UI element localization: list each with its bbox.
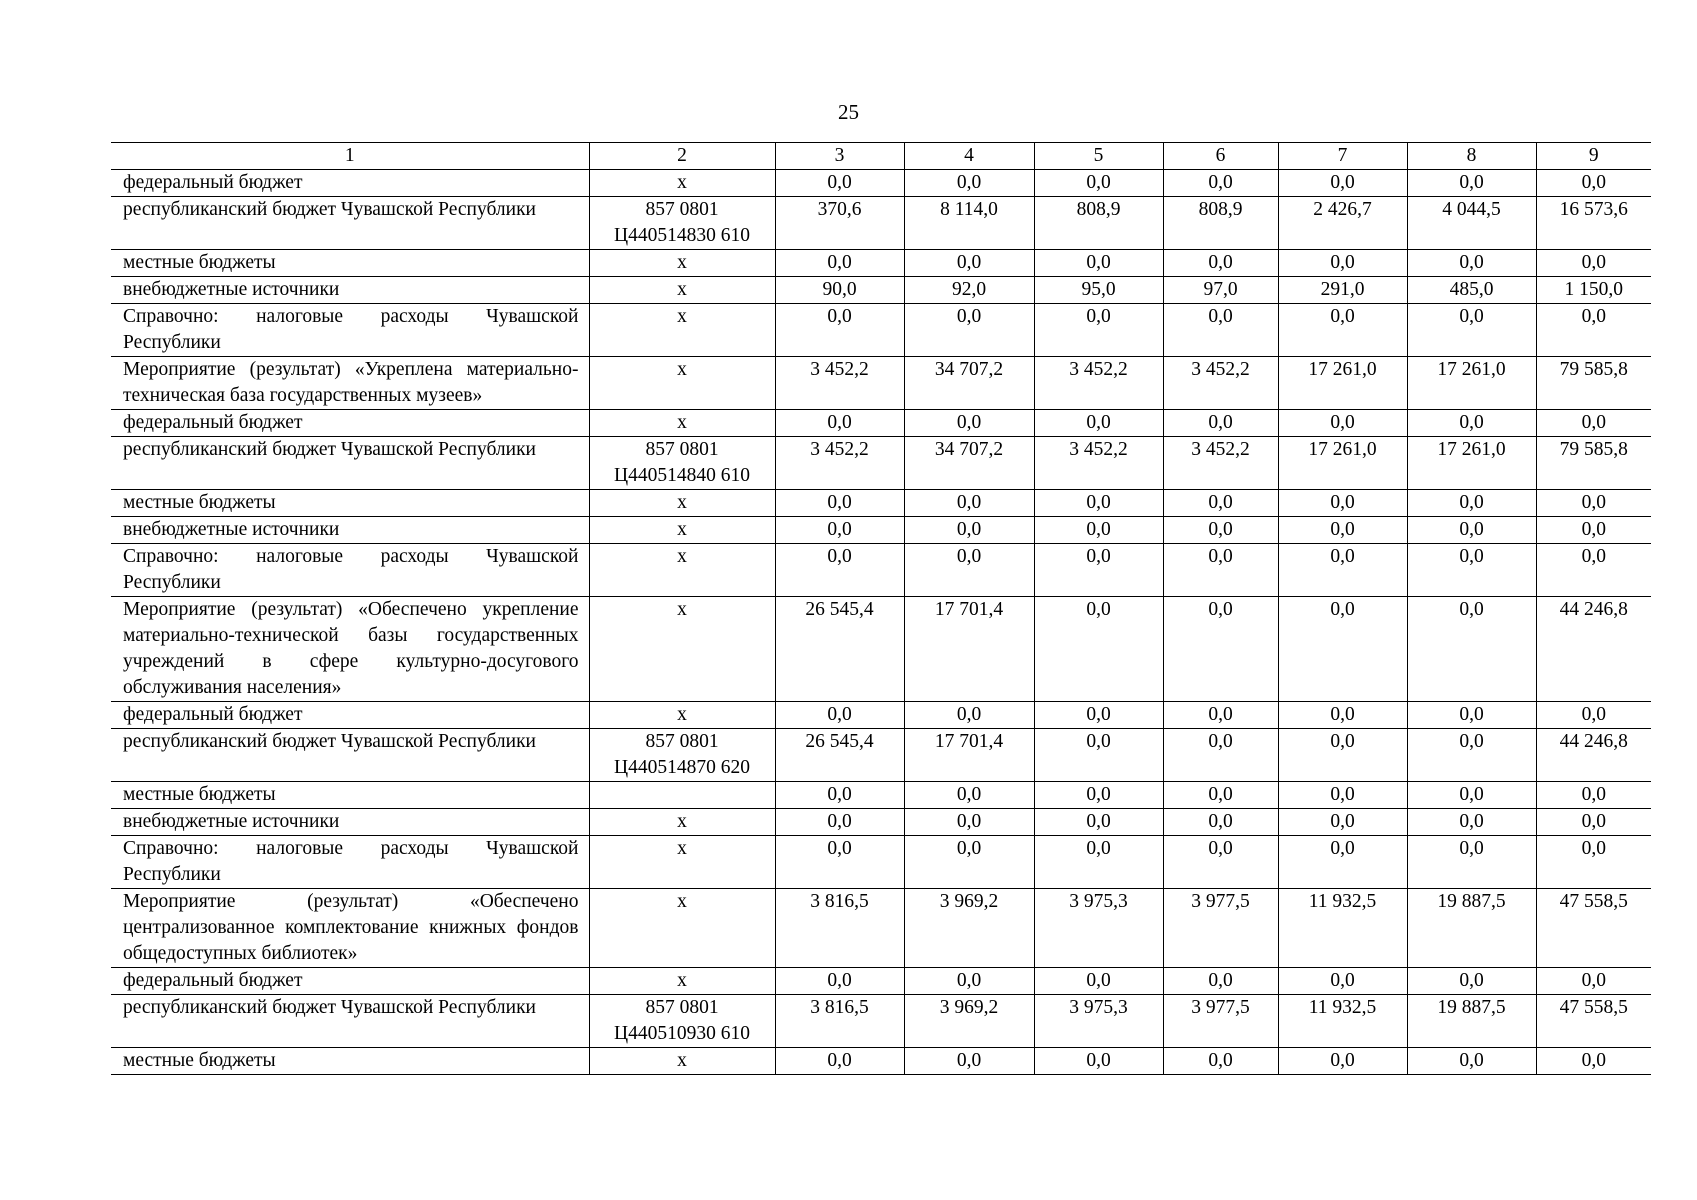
value-cell: 0,0 xyxy=(1536,250,1651,277)
value-cell: 0,0 xyxy=(1034,170,1163,197)
budget-code: 857 0801 Ц440514870 620 xyxy=(589,729,775,782)
value-cell: 0,0 xyxy=(1536,836,1651,889)
table-row xyxy=(111,277,1651,304)
column-header: 6 xyxy=(1163,143,1278,170)
row-label: федеральный бюджет xyxy=(111,702,589,729)
budget-code: х xyxy=(589,357,775,410)
value-cell: 0,0 xyxy=(1278,250,1407,277)
value-cell: 0,0 xyxy=(1536,304,1651,357)
value-cell: 0,0 xyxy=(1034,836,1163,889)
value-cell: 0,0 xyxy=(1536,702,1651,729)
value-cell: 34 707,2 xyxy=(904,437,1034,490)
value-cell: 0,0 xyxy=(1536,517,1651,544)
table-row xyxy=(111,170,1651,197)
budget-code: 857 0801 Ц440514840 610 xyxy=(589,437,775,490)
value-cell: 0,0 xyxy=(1163,968,1278,995)
budget-code: х xyxy=(589,277,775,304)
value-cell: 17 701,4 xyxy=(904,597,1034,702)
value-cell: 0,0 xyxy=(1278,782,1407,809)
value-cell: 17 261,0 xyxy=(1278,437,1407,490)
value-cell: 0,0 xyxy=(904,170,1034,197)
value-cell: 0,0 xyxy=(1163,782,1278,809)
value-cell: 3 816,5 xyxy=(775,889,904,968)
value-cell: 0,0 xyxy=(1163,544,1278,597)
value-cell: 0,0 xyxy=(1034,1048,1163,1075)
value-cell: 0,0 xyxy=(904,410,1034,437)
value-cell: 0,0 xyxy=(904,544,1034,597)
table-row xyxy=(111,729,1651,782)
column-header: 2 xyxy=(589,143,775,170)
page-number: 25 xyxy=(838,100,859,124)
row-label: местные бюджеты xyxy=(111,250,589,277)
value-cell: 3 975,3 xyxy=(1034,995,1163,1048)
value-cell: 0,0 xyxy=(1407,544,1536,597)
column-header: 5 xyxy=(1034,143,1163,170)
value-cell: 0,0 xyxy=(775,304,904,357)
value-cell: 0,0 xyxy=(1034,304,1163,357)
value-cell: 19 887,5 xyxy=(1407,995,1536,1048)
value-cell: 0,0 xyxy=(1407,490,1536,517)
value-cell: 0,0 xyxy=(775,170,904,197)
column-header: 4 xyxy=(904,143,1034,170)
value-cell: 0,0 xyxy=(904,250,1034,277)
budget-code: х xyxy=(589,517,775,544)
value-cell: 0,0 xyxy=(1407,702,1536,729)
budget-code: х xyxy=(589,170,775,197)
budget-code: х xyxy=(589,490,775,517)
value-cell: 44 246,8 xyxy=(1536,597,1651,702)
value-cell: 0,0 xyxy=(904,304,1034,357)
value-cell: 0,0 xyxy=(1536,544,1651,597)
value-cell: 0,0 xyxy=(775,544,904,597)
value-cell: 0,0 xyxy=(1034,410,1163,437)
row-label: Справочно: налоговые расходы Чувашской Республики xyxy=(111,544,589,597)
value-cell: 0,0 xyxy=(1034,544,1163,597)
value-cell: 19 887,5 xyxy=(1407,889,1536,968)
row-label: федеральный бюджет xyxy=(111,968,589,995)
value-cell: 0,0 xyxy=(1407,809,1536,836)
table-row xyxy=(111,836,1651,889)
value-cell: 0,0 xyxy=(1536,410,1651,437)
table-row xyxy=(111,490,1651,517)
value-cell: 0,0 xyxy=(1407,410,1536,437)
row-label: внебюджетные источники xyxy=(111,517,589,544)
row-label: республиканский бюджет Чувашской Республики xyxy=(111,437,589,490)
header-row xyxy=(111,143,1651,170)
value-cell: 0,0 xyxy=(1536,809,1651,836)
value-cell: 4 044,5 xyxy=(1407,197,1536,250)
value-cell: 11 932,5 xyxy=(1278,995,1407,1048)
value-cell: 0,0 xyxy=(1278,597,1407,702)
row-label: внебюджетные источники xyxy=(111,277,589,304)
budget-code xyxy=(589,782,775,809)
budget-code: х xyxy=(589,597,775,702)
value-cell: 0,0 xyxy=(775,490,904,517)
value-cell: 17 701,4 xyxy=(904,729,1034,782)
budget-code: х xyxy=(589,410,775,437)
value-cell: 0,0 xyxy=(775,968,904,995)
table-row xyxy=(111,782,1651,809)
column-header: 1 xyxy=(111,143,589,170)
table-row xyxy=(111,702,1651,729)
value-cell: 1 150,0 xyxy=(1536,277,1651,304)
value-cell: 3 452,2 xyxy=(1034,437,1163,490)
value-cell: 26 545,4 xyxy=(775,729,904,782)
budget-code: х xyxy=(589,304,775,357)
table-row xyxy=(111,304,1651,357)
value-cell: 0,0 xyxy=(904,782,1034,809)
value-cell: 0,0 xyxy=(1034,729,1163,782)
table-row xyxy=(111,968,1651,995)
value-cell: 0,0 xyxy=(1536,490,1651,517)
value-cell: 0,0 xyxy=(1278,544,1407,597)
value-cell: 0,0 xyxy=(1407,1048,1536,1075)
value-cell: 0,0 xyxy=(775,782,904,809)
value-cell: 0,0 xyxy=(904,517,1034,544)
table-row xyxy=(111,250,1651,277)
table-row xyxy=(111,517,1651,544)
value-cell: 0,0 xyxy=(775,517,904,544)
value-cell: 0,0 xyxy=(1034,809,1163,836)
row-label: местные бюджеты xyxy=(111,782,589,809)
value-cell: 291,0 xyxy=(1278,277,1407,304)
column-header: 8 xyxy=(1407,143,1536,170)
value-cell: 0,0 xyxy=(775,1048,904,1075)
value-cell: 485,0 xyxy=(1407,277,1536,304)
value-cell: 0,0 xyxy=(1407,250,1536,277)
value-cell: 3 969,2 xyxy=(904,995,1034,1048)
value-cell: 0,0 xyxy=(775,410,904,437)
row-label: Мероприятие (результат) «Укреплена материально-техническая база государственных музеев» xyxy=(111,357,589,410)
value-cell: 0,0 xyxy=(775,809,904,836)
value-cell: 0,0 xyxy=(1407,729,1536,782)
table-row xyxy=(111,437,1651,490)
row-label: федеральный бюджет xyxy=(111,410,589,437)
value-cell: 0,0 xyxy=(1407,968,1536,995)
value-cell: 0,0 xyxy=(1163,517,1278,544)
value-cell: 808,9 xyxy=(1163,197,1278,250)
value-cell: 3 452,2 xyxy=(1163,437,1278,490)
value-cell: 0,0 xyxy=(1034,490,1163,517)
value-cell: 8 114,0 xyxy=(904,197,1034,250)
value-cell: 0,0 xyxy=(1536,1048,1651,1075)
budget-code: х xyxy=(589,889,775,968)
value-cell: 3 452,2 xyxy=(775,437,904,490)
value-cell: 0,0 xyxy=(1163,304,1278,357)
value-cell: 34 707,2 xyxy=(904,357,1034,410)
value-cell: 0,0 xyxy=(1163,170,1278,197)
row-label: внебюджетные источники xyxy=(111,809,589,836)
row-label: Справочно: налоговые расходы Чувашской Республики xyxy=(111,836,589,889)
table-row xyxy=(111,410,1651,437)
value-cell: 0,0 xyxy=(1163,809,1278,836)
value-cell: 0,0 xyxy=(1407,836,1536,889)
budget-code: 857 0801 Ц440514830 610 xyxy=(589,197,775,250)
table-row xyxy=(111,995,1651,1048)
value-cell: 17 261,0 xyxy=(1407,437,1536,490)
value-cell: 79 585,8 xyxy=(1536,357,1651,410)
value-cell: 0,0 xyxy=(1278,517,1407,544)
value-cell: 0,0 xyxy=(1407,597,1536,702)
budget-code: х xyxy=(589,809,775,836)
value-cell: 3 816,5 xyxy=(775,995,904,1048)
value-cell: 0,0 xyxy=(775,702,904,729)
row-label: республиканский бюджет Чувашской Республики xyxy=(111,995,589,1048)
value-cell: 79 585,8 xyxy=(1536,437,1651,490)
value-cell: 0,0 xyxy=(1278,729,1407,782)
value-cell: 0,0 xyxy=(1278,410,1407,437)
value-cell: 16 573,6 xyxy=(1536,197,1651,250)
value-cell: 0,0 xyxy=(1163,250,1278,277)
value-cell: 0,0 xyxy=(1163,836,1278,889)
value-cell: 3 452,2 xyxy=(775,357,904,410)
row-label: республиканский бюджет Чувашской Республики xyxy=(111,729,589,782)
budget-code: 857 0801 Ц440510930 610 xyxy=(589,995,775,1048)
value-cell: 3 975,3 xyxy=(1034,889,1163,968)
value-cell: 0,0 xyxy=(1163,490,1278,517)
value-cell: 0,0 xyxy=(1536,968,1651,995)
column-header: 7 xyxy=(1278,143,1407,170)
table-row xyxy=(111,889,1651,968)
value-cell: 0,0 xyxy=(1278,304,1407,357)
table-row xyxy=(111,197,1651,250)
row-label: Мероприятие (результат) «Обеспечено укрепление материально-технической базы государственных учреждений в сфере культурно-досугового обслуживания населения» xyxy=(111,597,589,702)
value-cell: 3 977,5 xyxy=(1163,889,1278,968)
value-cell: 0,0 xyxy=(1034,517,1163,544)
column-header: 9 xyxy=(1536,143,1651,170)
value-cell: 0,0 xyxy=(775,836,904,889)
value-cell: 0,0 xyxy=(1407,517,1536,544)
value-cell: 44 246,8 xyxy=(1536,729,1651,782)
value-cell: 0,0 xyxy=(1278,809,1407,836)
value-cell: 0,0 xyxy=(1278,1048,1407,1075)
value-cell: 0,0 xyxy=(904,1048,1034,1075)
value-cell: 0,0 xyxy=(904,702,1034,729)
value-cell: 0,0 xyxy=(1163,597,1278,702)
value-cell: 0,0 xyxy=(1407,170,1536,197)
row-label: местные бюджеты xyxy=(111,490,589,517)
row-label: федеральный бюджет xyxy=(111,170,589,197)
value-cell: 0,0 xyxy=(1536,782,1651,809)
value-cell: 11 932,5 xyxy=(1278,889,1407,968)
value-cell: 97,0 xyxy=(1163,277,1278,304)
row-label: местные бюджеты xyxy=(111,1048,589,1075)
table-row xyxy=(111,597,1651,702)
value-cell: 0,0 xyxy=(904,968,1034,995)
value-cell: 17 261,0 xyxy=(1278,357,1407,410)
value-cell: 0,0 xyxy=(1278,702,1407,729)
value-cell: 0,0 xyxy=(1278,490,1407,517)
budget-code: х xyxy=(589,544,775,597)
table-row xyxy=(111,544,1651,597)
value-cell: 0,0 xyxy=(1034,250,1163,277)
value-cell: 370,6 xyxy=(775,197,904,250)
value-cell: 3 977,5 xyxy=(1163,995,1278,1048)
value-cell: 3 452,2 xyxy=(1034,357,1163,410)
value-cell: 0,0 xyxy=(1407,304,1536,357)
budget-table xyxy=(111,142,1651,1075)
value-cell: 0,0 xyxy=(1163,1048,1278,1075)
value-cell: 47 558,5 xyxy=(1536,995,1651,1048)
value-cell: 0,0 xyxy=(904,809,1034,836)
row-label: Справочно: налоговые расходы Чувашской Республики xyxy=(111,304,589,357)
table-row xyxy=(111,1048,1651,1075)
value-cell: 808,9 xyxy=(1034,197,1163,250)
value-cell: 0,0 xyxy=(1278,968,1407,995)
value-cell: 0,0 xyxy=(1163,729,1278,782)
budget-code: х xyxy=(589,250,775,277)
row-label: Мероприятие (результат) «Обеспечено централизованное комплектование книжных фондов общедоступных библиотек» xyxy=(111,889,589,968)
row-label: республиканский бюджет Чувашской Республики xyxy=(111,197,589,250)
value-cell: 0,0 xyxy=(1278,836,1407,889)
budget-code: х xyxy=(589,968,775,995)
value-cell: 0,0 xyxy=(775,250,904,277)
value-cell: 0,0 xyxy=(904,836,1034,889)
value-cell: 2 426,7 xyxy=(1278,197,1407,250)
budget-code: х xyxy=(589,1048,775,1075)
value-cell: 0,0 xyxy=(1034,597,1163,702)
value-cell: 0,0 xyxy=(1536,170,1651,197)
budget-code: х xyxy=(589,836,775,889)
value-cell: 0,0 xyxy=(1407,782,1536,809)
value-cell: 95,0 xyxy=(1034,277,1163,304)
value-cell: 0,0 xyxy=(1278,170,1407,197)
value-cell: 0,0 xyxy=(1034,782,1163,809)
table-body xyxy=(111,170,1651,1075)
value-cell: 90,0 xyxy=(775,277,904,304)
value-cell: 0,0 xyxy=(1163,702,1278,729)
value-cell: 0,0 xyxy=(1163,410,1278,437)
table-row xyxy=(111,809,1651,836)
value-cell: 0,0 xyxy=(1034,702,1163,729)
value-cell: 26 545,4 xyxy=(775,597,904,702)
value-cell: 92,0 xyxy=(904,277,1034,304)
table-row xyxy=(111,357,1651,410)
value-cell: 17 261,0 xyxy=(1407,357,1536,410)
value-cell: 3 969,2 xyxy=(904,889,1034,968)
value-cell: 0,0 xyxy=(904,490,1034,517)
budget-code: х xyxy=(589,702,775,729)
value-cell: 47 558,5 xyxy=(1536,889,1651,968)
value-cell: 0,0 xyxy=(1034,968,1163,995)
column-header: 3 xyxy=(775,143,904,170)
value-cell: 3 452,2 xyxy=(1163,357,1278,410)
